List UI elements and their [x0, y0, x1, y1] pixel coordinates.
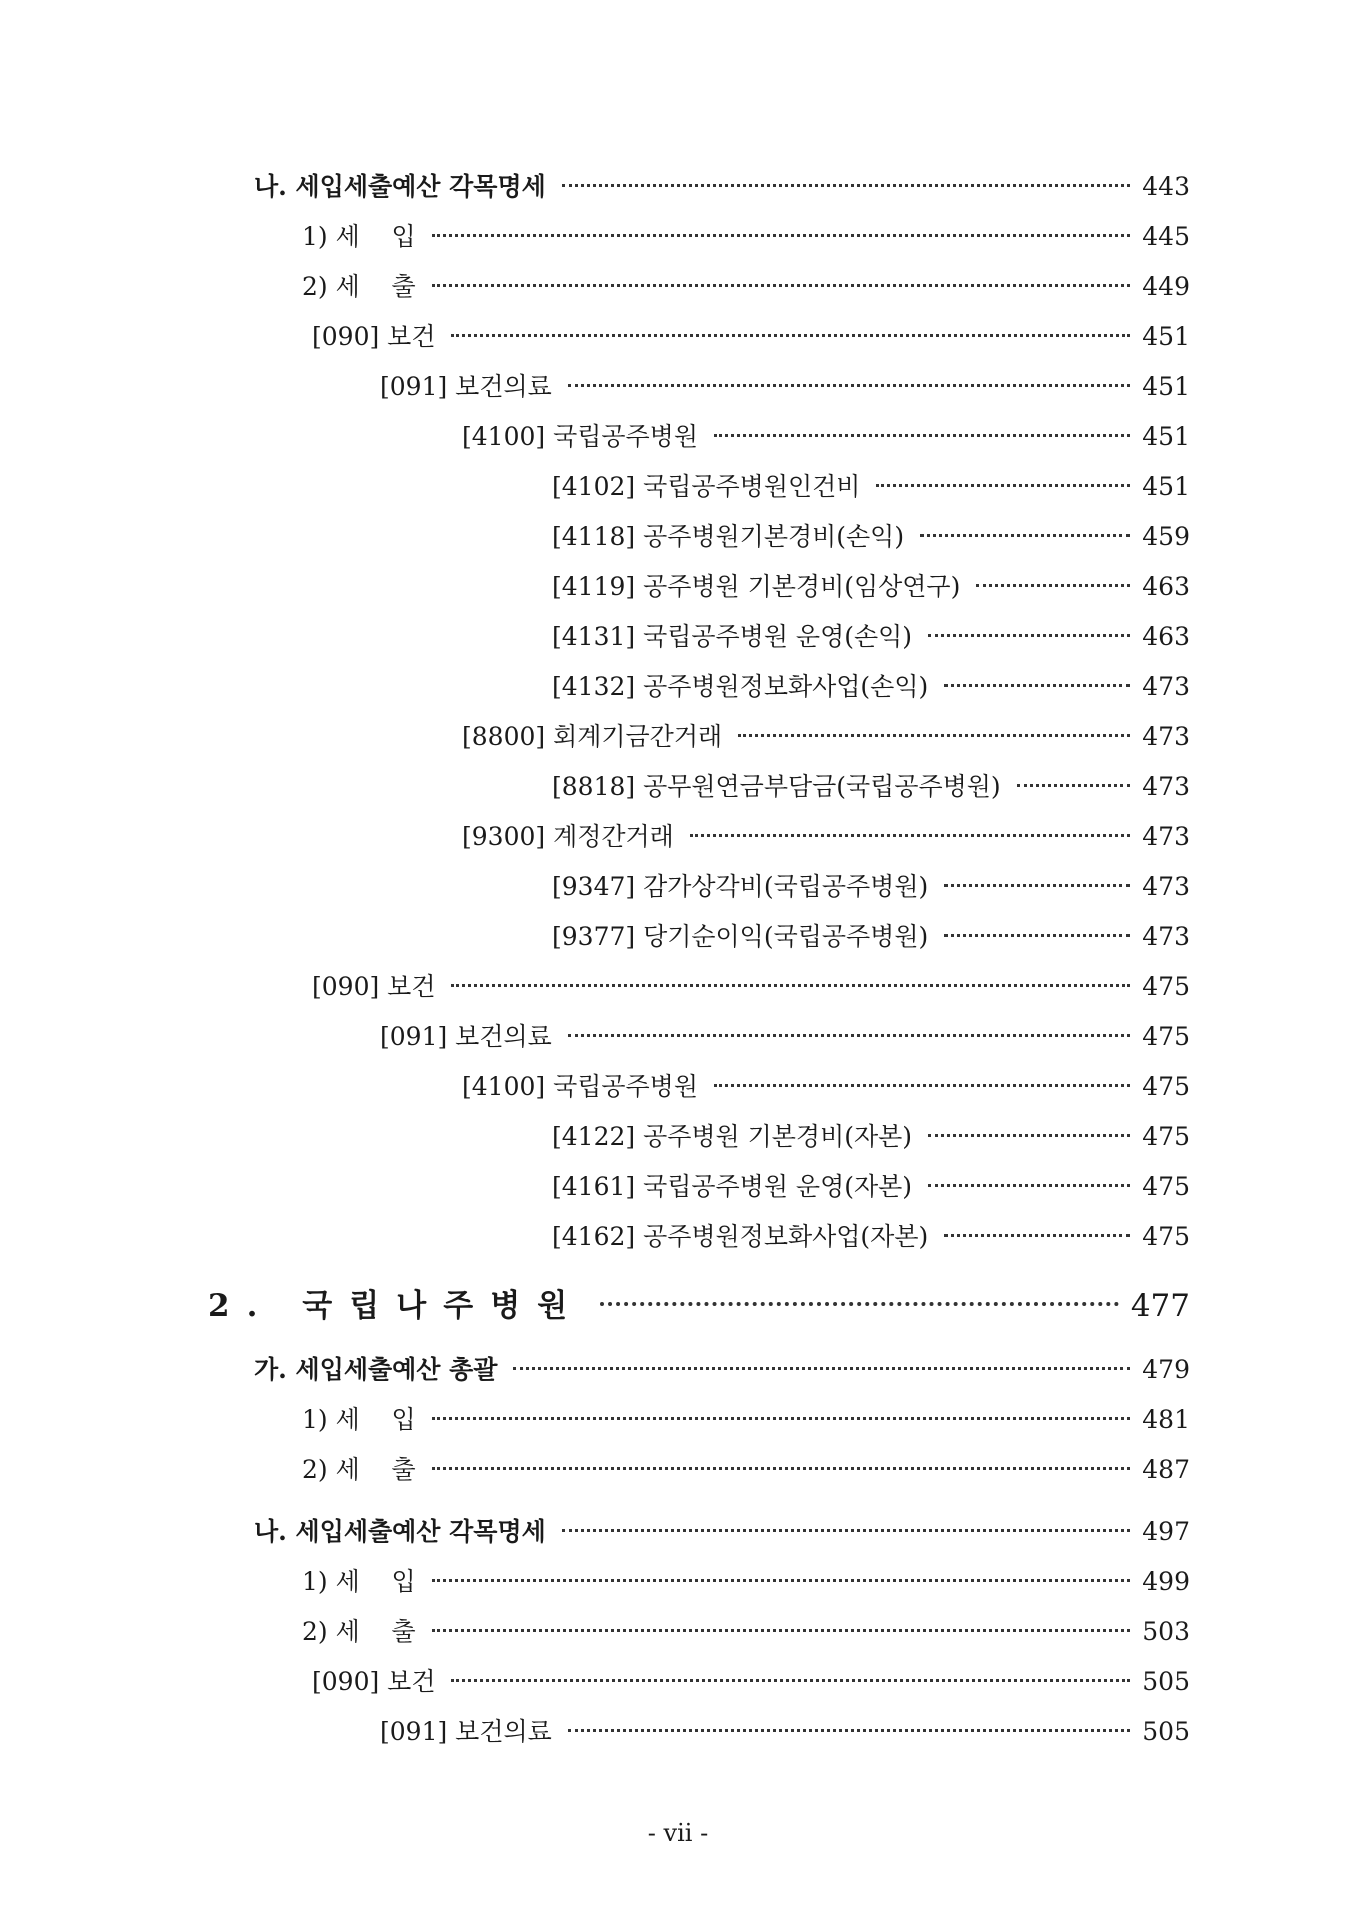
- toc-entry-page: 505: [1142, 1717, 1190, 1746]
- dot-leader: [432, 1467, 1131, 1470]
- dot-leader: [600, 1302, 1119, 1306]
- toc-entry-page: 503: [1142, 1617, 1190, 1646]
- dot-leader: [562, 1529, 1131, 1532]
- toc-entry-page: 475: [1142, 1222, 1190, 1251]
- toc-entry-page: 445: [1142, 222, 1190, 251]
- toc-entry[interactable]: [552, 920, 1190, 954]
- dot-leader: [568, 1034, 1131, 1037]
- toc-entry[interactable]: [254, 1353, 1190, 1387]
- toc-entry-page: 451: [1142, 372, 1190, 401]
- toc-entry-label: [4118] 공주병원기본경비(손익): [552, 522, 905, 551]
- toc-entry-label: 2. 국립나주병원: [208, 1288, 585, 1324]
- toc-entry-page: 463: [1142, 572, 1190, 601]
- toc-entry-label: [4161] 국립공주병원 운영(자본): [552, 1172, 913, 1201]
- toc-entry-label: 1) 세 입: [302, 1567, 416, 1596]
- toc-entry-label: [9377] 당기순이익(국립공주병원): [552, 922, 929, 951]
- dot-leader: [876, 484, 1130, 487]
- toc-entry[interactable]: [462, 420, 1190, 454]
- dot-leader: [714, 434, 1130, 437]
- dot-leader: [451, 334, 1130, 337]
- toc-entry-page: 473: [1142, 772, 1190, 801]
- toc-entry-label: [090] 보건: [312, 1667, 436, 1696]
- toc-entry-label: [4102] 국립공주병원인건비: [552, 472, 861, 501]
- toc-entry[interactable]: [380, 1715, 1190, 1749]
- toc-entry-page: 475: [1142, 1072, 1190, 1101]
- dot-leader: [432, 234, 1131, 237]
- toc-entry-label: 1) 세 입: [302, 1405, 416, 1434]
- toc-entry-label: [091] 보건의료: [380, 1717, 552, 1746]
- toc-entry[interactable]: [462, 1070, 1190, 1104]
- toc-entry-page: 499: [1142, 1567, 1190, 1596]
- dot-leader: [513, 1367, 1130, 1370]
- toc-entry[interactable]: [312, 320, 1190, 354]
- toc-entry-page: 497: [1142, 1517, 1190, 1546]
- toc-entry-label: [090] 보건: [312, 972, 436, 1001]
- toc-entry-label: [090] 보건: [312, 322, 436, 351]
- toc-entry-page: 473: [1142, 872, 1190, 901]
- toc-entry-label: 1) 세 입: [302, 222, 416, 251]
- toc-entry[interactable]: [552, 1120, 1190, 1154]
- toc-entry-label: [8818] 공무원연금부담금(국립공주병원): [552, 772, 1001, 801]
- toc-entry[interactable]: [552, 870, 1190, 904]
- dot-leader: [944, 684, 1130, 687]
- dot-leader: [568, 384, 1131, 387]
- toc-entry[interactable]: [552, 670, 1190, 704]
- toc-entry[interactable]: [552, 770, 1190, 804]
- dot-leader: [1017, 784, 1131, 787]
- toc-entry-page: 451: [1142, 322, 1190, 351]
- dot-leader: [432, 284, 1131, 287]
- toc-entry[interactable]: [380, 1020, 1190, 1054]
- dot-leader: [920, 534, 1130, 537]
- toc-entry[interactable]: [462, 720, 1190, 754]
- toc-entry-label: [4100] 국립공주병원: [462, 422, 698, 451]
- toc-entry-page: 449: [1142, 272, 1190, 301]
- toc-entry-label: [4100] 국립공주병원: [462, 1072, 698, 1101]
- dot-leader: [928, 634, 1130, 637]
- toc-entry-label: 2) 세 출: [302, 1617, 416, 1646]
- toc-entry-label: 2) 세 출: [302, 272, 416, 301]
- toc-entry[interactable]: [380, 370, 1190, 404]
- toc-entry-label: [091] 보건의료: [380, 372, 552, 401]
- dot-leader: [944, 1234, 1130, 1237]
- toc-entry[interactable]: [552, 1170, 1190, 1204]
- toc-entry[interactable]: [552, 520, 1190, 554]
- toc-entry-page: 481: [1142, 1405, 1190, 1434]
- toc-chapter-entry[interactable]: [208, 1285, 1190, 1327]
- dot-leader: [562, 184, 1131, 187]
- toc-entry-label: 가. 세입세출예산 총괄: [254, 1355, 498, 1384]
- dot-leader: [928, 1134, 1130, 1137]
- dot-leader: [690, 834, 1130, 837]
- toc-entry-label: [8800] 회계기금간거래: [462, 722, 723, 751]
- dot-leader: [928, 1184, 1130, 1187]
- toc-entry-label: 나. 세입세출예산 각목명세: [254, 172, 546, 201]
- dot-leader: [432, 1579, 1131, 1582]
- toc-entry-page: 459: [1142, 522, 1190, 551]
- toc-entry[interactable]: [462, 820, 1190, 854]
- dot-leader: [568, 1729, 1131, 1732]
- dot-leader: [432, 1417, 1131, 1420]
- page-number: - vii -: [647, 1819, 709, 1847]
- toc-entry-label: [4119] 공주병원 기본경비(임상연구): [552, 572, 961, 601]
- toc-entry-label: 나. 세입세출예산 각목명세: [254, 1517, 546, 1546]
- toc-entry[interactable]: [312, 1665, 1190, 1699]
- toc-entry[interactable]: [302, 1453, 1190, 1487]
- toc-entry-page: 475: [1142, 972, 1190, 1001]
- dot-leader: [714, 1084, 1130, 1087]
- toc-entry[interactable]: [552, 620, 1190, 654]
- toc-entry-label: [091] 보건의료: [380, 1022, 552, 1051]
- toc-entry-page: 475: [1142, 1122, 1190, 1151]
- toc-entry-page: 473: [1142, 822, 1190, 851]
- toc-entry[interactable]: [254, 1515, 1190, 1549]
- dot-leader: [944, 934, 1130, 937]
- dot-leader: [738, 734, 1130, 737]
- toc-entry-label: [4122] 공주병원 기본경비(자본): [552, 1122, 913, 1151]
- toc-entry-page: 487: [1142, 1455, 1190, 1484]
- toc-entry[interactable]: [254, 170, 1190, 204]
- toc-entry[interactable]: [552, 1220, 1190, 1254]
- toc-entry-label: 2) 세 출: [302, 1455, 416, 1484]
- toc-entry-page: 477: [1130, 1288, 1190, 1324]
- toc-entry-label: [9347] 감가상각비(국립공주병원): [552, 872, 929, 901]
- toc-entry-page: 505: [1142, 1667, 1190, 1696]
- toc-entry-page: 475: [1142, 1022, 1190, 1051]
- toc-entry[interactable]: [552, 470, 1190, 504]
- toc-entry-page: 473: [1142, 922, 1190, 951]
- toc-entry-label: [4131] 국립공주병원 운영(손익): [552, 622, 913, 651]
- toc-entry-page: 479: [1142, 1355, 1190, 1384]
- toc-entry[interactable]: [302, 1615, 1190, 1649]
- toc-entry[interactable]: [552, 570, 1190, 604]
- toc-entry-page: 473: [1142, 722, 1190, 751]
- toc-entry-page: 463: [1142, 622, 1190, 651]
- toc-entry-label: [4132] 공주병원정보화사업(손익): [552, 672, 929, 701]
- toc-entry[interactable]: [302, 1565, 1190, 1599]
- dot-leader: [432, 1629, 1131, 1632]
- toc-entry-page: 451: [1142, 422, 1190, 451]
- toc-entry-label: [9300] 계정간거래: [462, 822, 674, 851]
- toc-entry-page: 475: [1142, 1172, 1190, 1201]
- dot-leader: [944, 884, 1130, 887]
- dot-leader: [451, 1679, 1130, 1682]
- dot-leader: [976, 584, 1130, 587]
- toc-entry-label: [4162] 공주병원정보화사업(자본): [552, 1222, 929, 1251]
- toc-entry[interactable]: [302, 1403, 1190, 1437]
- toc-entry[interactable]: [302, 220, 1190, 254]
- toc-entry[interactable]: [302, 270, 1190, 304]
- toc-entry[interactable]: [312, 970, 1190, 1004]
- toc-entry-page: 443: [1142, 172, 1190, 201]
- toc-entry-page: 473: [1142, 672, 1190, 701]
- dot-leader: [451, 984, 1130, 987]
- toc-entry-page: 451: [1142, 472, 1190, 501]
